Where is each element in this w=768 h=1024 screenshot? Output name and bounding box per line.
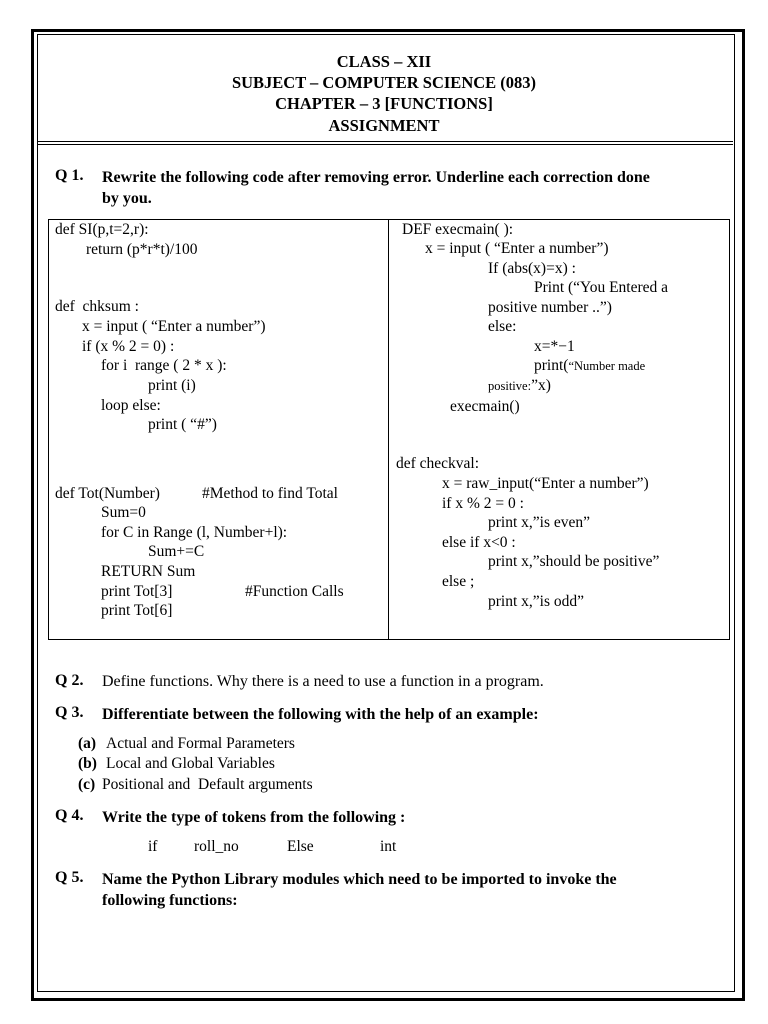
code-line: print Tot[3] [101, 583, 173, 600]
code-line: x = input ( “Enter a number”) [425, 240, 609, 257]
code-line: if x % 2 = 0 : [442, 495, 524, 512]
q3-item-label: (c) [78, 776, 96, 793]
q4-number: Q 4. [55, 807, 84, 824]
assignment-heading: ASSIGNMENT [328, 116, 440, 135]
q3-item-text: Local and Global Variables [106, 755, 275, 772]
code-line [488, 376, 551, 396]
header-divider-double [38, 144, 733, 145]
q5-text-line1: Name the Python Library modules which need to be imported to invoke the [102, 871, 617, 888]
code-line: for i range ( 2 * x ): [101, 357, 227, 374]
chapter-heading: CHAPTER – 3 [FUNCTIONS] [275, 94, 493, 113]
code-line: positive number ..”) [488, 299, 612, 316]
q2-number: Q 2. [55, 672, 84, 689]
code-line: If (abs(x)=x) : [488, 260, 576, 277]
code-line: else: [488, 318, 517, 335]
code-line: for C in Range (l, Number+l): [101, 524, 288, 541]
q3-number: Q 3. [55, 704, 84, 721]
q4-token: Else [287, 838, 314, 855]
q1-number: Q 1. [55, 167, 84, 184]
code-line: print ( “#”) [148, 416, 217, 433]
q3-item-text: Actual and Formal Parameters [106, 735, 295, 752]
code-fragment: positive: [488, 379, 532, 393]
code-line: if (x % 2 = 0) : [82, 338, 175, 355]
code-fragment: ”x) [531, 377, 551, 394]
code-table-divider [388, 219, 389, 639]
code-line: x = raw_input(“Enter a number”) [442, 475, 649, 492]
code-fragment: “Number made [568, 359, 646, 373]
q5-number: Q 5. [55, 869, 84, 886]
q1-text-line2: by you. [102, 190, 152, 207]
code-line: Print (“You Entered a [534, 279, 669, 296]
q3-item-label: (b) [78, 755, 97, 772]
code-line: Sum=0 [101, 504, 146, 521]
code-line: def checkval: [396, 455, 480, 472]
code-line: else if x<0 : [442, 534, 516, 551]
q3-item-label: (a) [78, 735, 97, 752]
code-line: execmain() [450, 398, 520, 415]
code-line: print x,”should be positive” [488, 553, 660, 570]
header-divider [38, 141, 733, 142]
code-comment: #Method to find Total [202, 485, 338, 502]
code-line: print Tot[6] [101, 602, 173, 619]
code-line: else ; [442, 573, 475, 590]
subject-heading: SUBJECT – COMPUTER SCIENCE (083) [231, 73, 537, 92]
q3-item-text: Positional and Default arguments [102, 776, 313, 793]
q4-token: roll_no [194, 838, 239, 855]
code-line: RETURN Sum [101, 563, 196, 580]
code-comment: #Function Calls [245, 583, 344, 600]
code-fragment: print( [534, 357, 569, 374]
code-line: print x,”is even” [488, 514, 591, 531]
q4-token: int [380, 838, 397, 855]
class-heading: CLASS – XII [336, 52, 432, 71]
q5-text-line2: following functions: [102, 892, 238, 909]
code-line: DEF execmain( ): [402, 221, 514, 238]
code-line: x=*−1 [534, 338, 575, 355]
code-line: return (p*r*t)/100 [86, 241, 198, 258]
code-line: x = input ( “Enter a number”) [82, 318, 266, 335]
q4-token: if [148, 838, 158, 855]
code-line: loop else: [101, 397, 161, 414]
q1-text-line1: Rewrite the following code after removing error. Underline each correction done [102, 169, 650, 186]
code-line: Sum+=C [148, 543, 205, 560]
code-line: def chksum : [55, 298, 139, 315]
q4-text: Write the type of tokens from the following : [102, 809, 406, 826]
q2-text: Define functions. Why there is a need to use a function in a program. [102, 673, 544, 690]
code-line: print x,”is odd” [488, 593, 584, 610]
code-line: def Tot(Number) [55, 485, 160, 502]
code-line: print (i) [148, 377, 196, 394]
q3-text: Differentiate between the following with the help of an example: [102, 706, 539, 723]
code-line [534, 356, 645, 376]
code-line: def SI(p,t=2,r): [55, 221, 149, 238]
